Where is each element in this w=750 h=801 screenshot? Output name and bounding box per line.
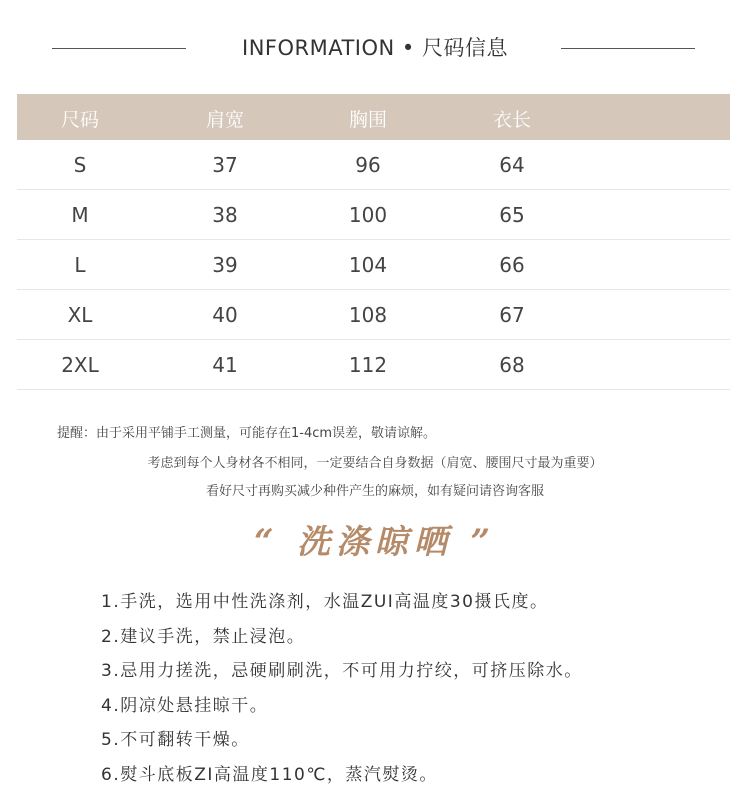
list-item: 6.熨斗底板ZI高温度110℃，蒸汽熨烫。 bbox=[101, 764, 438, 785]
cell-size: L bbox=[74, 253, 86, 277]
cell-size: XL bbox=[67, 303, 93, 327]
cell-shoulder: 40 bbox=[212, 303, 238, 327]
column-header-length: 衣长 bbox=[492, 109, 531, 131]
cell-length: 65 bbox=[499, 203, 525, 227]
section-header bbox=[0, 28, 750, 68]
note-line: 考虑到每个人身材各不相同，一定要结合自身数据（肩宽、腰围尺寸最为重要） bbox=[147, 456, 603, 471]
column-header-shoulder: 肩宽 bbox=[205, 109, 244, 131]
list-item: 4.阴凉处悬挂晾干。 bbox=[101, 695, 269, 716]
cell-shoulder: 37 bbox=[212, 153, 238, 177]
table-header bbox=[17, 94, 730, 140]
table-row bbox=[17, 140, 730, 190]
table-row bbox=[17, 290, 730, 340]
cell-length: 67 bbox=[499, 303, 525, 327]
table-row bbox=[17, 340, 730, 390]
washing-title bbox=[0, 516, 750, 563]
cell-length: 64 bbox=[499, 153, 525, 177]
cell-chest: 96 bbox=[355, 153, 381, 177]
cell-size: 2XL bbox=[61, 353, 99, 377]
cell-size: M bbox=[71, 203, 89, 227]
size-table bbox=[17, 94, 730, 390]
cell-chest: 112 bbox=[348, 353, 388, 377]
note-line: 提醒：由于采用平铺手工测量，可能存在1-4cm误差，敬请谅解。 bbox=[57, 426, 437, 441]
washing-instructions bbox=[101, 590, 721, 797]
cell-shoulder: 39 bbox=[212, 253, 238, 277]
washing-title-text: 洗涤晾晒 bbox=[297, 522, 453, 561]
cell-size: S bbox=[73, 153, 87, 177]
cell-length: 68 bbox=[499, 353, 525, 377]
cell-chest: 100 bbox=[348, 203, 388, 227]
list-item: 3.忌用力搓洗，忌硬刷刷洗，不可用力拧绞，可挤压除水。 bbox=[101, 661, 583, 681]
column-header-size: 尺码 bbox=[60, 109, 99, 131]
section-title: INFORMATION • 尺码信息 bbox=[242, 36, 508, 60]
list-item: 5.不可翻转干燥。 bbox=[101, 730, 250, 750]
close-quote: ” bbox=[470, 522, 497, 562]
cell-chest: 108 bbox=[348, 303, 388, 327]
table-row bbox=[17, 240, 730, 290]
cell-chest: 104 bbox=[348, 253, 388, 277]
header-divider-right bbox=[561, 48, 695, 49]
list-item: 1.手洗，选用中性洗涤剂，水温ZUI高温度30摄氏度。 bbox=[101, 592, 549, 612]
open-quote: “ bbox=[253, 522, 280, 562]
column-header-chest: 胸围 bbox=[348, 109, 387, 131]
note-line: 看好尺寸再购买减少种件产生的麻烦，如有疑问请咨询客服 bbox=[205, 484, 544, 499]
table-row bbox=[17, 190, 730, 240]
cell-length: 66 bbox=[499, 253, 525, 277]
list-item: 2.建议手洗，禁止浸泡。 bbox=[101, 626, 306, 647]
cell-shoulder: 38 bbox=[212, 203, 238, 227]
cell-shoulder: 41 bbox=[212, 353, 238, 377]
